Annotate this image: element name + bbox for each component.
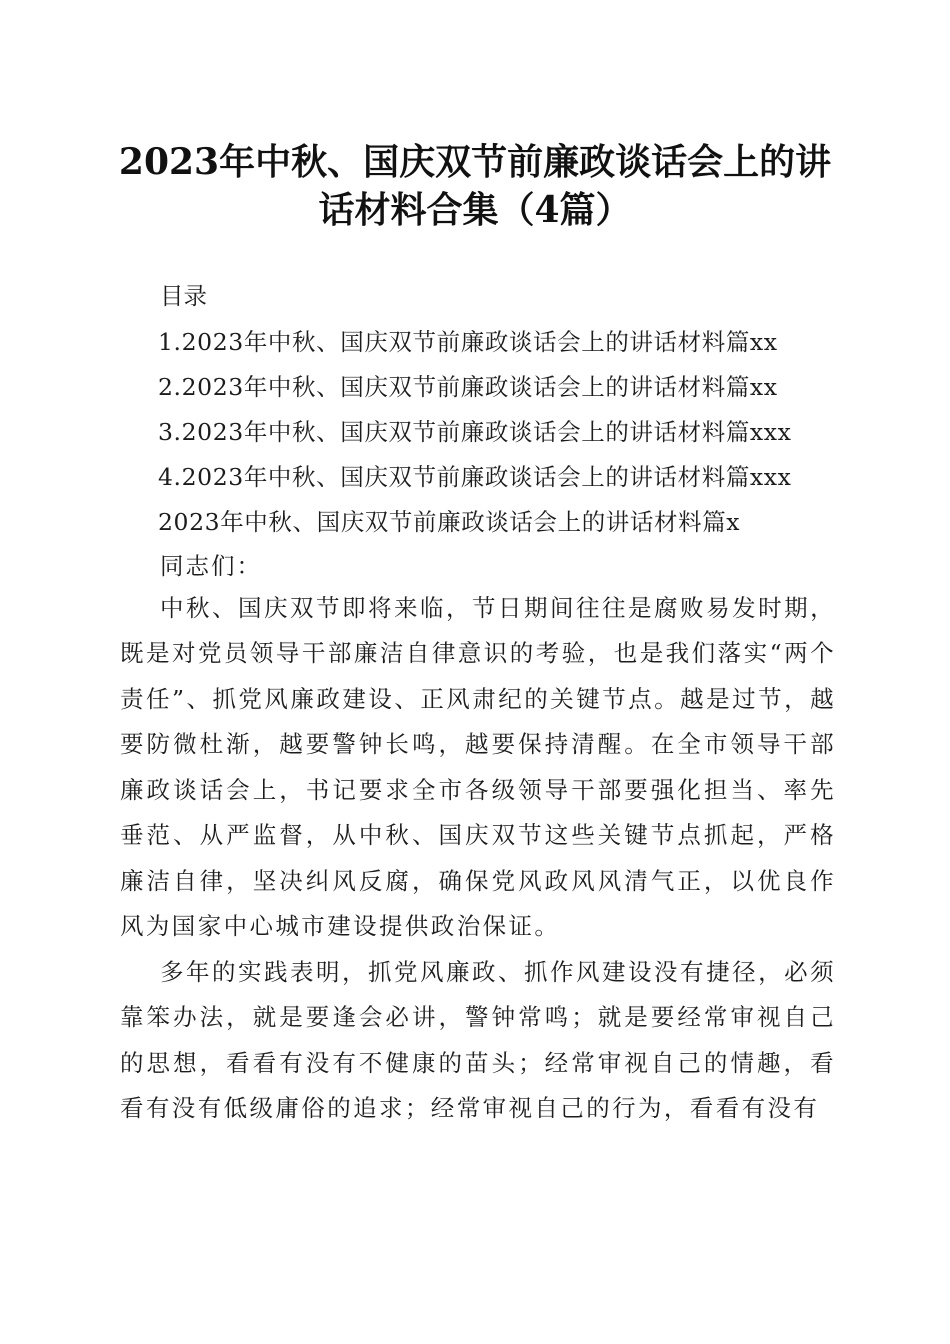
toc-heading: 目录 <box>160 282 207 310</box>
toc-item-4: 4.2023年中秋、国庆双节前廉政谈话会上的讲话材料篇xxx <box>158 463 792 491</box>
document-title-line-1: 2023年中秋、国庆双节前廉政谈话会上的讲 <box>118 141 832 183</box>
body-paragraph-1: 中秋、国庆双节即将来临，节日期间往往是腐败易发时期，既是对党员领导干部廉洁自律意识的考验，也是我们落实“两个责任”、抓党风廉政建设、正风肃纪的关键节点。越是过节，越要防微杜渐，越要警钟长鸣，越要保持清醒。在全市领导干部廉政谈话会上，书记要求全市各级领导干部要强化担当、率先垂范、从严监督，从中秋、国庆双节这些关键节点抓起，严格廉洁自律，坚决纠风反腐，确保党风政风风清气正，以优良作风为国家中心城市建设提供政治保证。 <box>120 593 836 940</box>
section-title: 2023年中秋、国庆双节前廉政谈话会上的讲话材料篇x <box>158 508 741 536</box>
greeting: 同志们： <box>160 552 262 580</box>
document-title-line-2: 话材料合集（4篇） <box>318 189 632 231</box>
body-paragraph-2: 多年的实践表明，抓党风廉政、抓作风建设没有捷径，必须靠笨办法，就是要逢会必讲，警钟常鸣；就是要经常审视自己的思想，看看有没有不健康的苗头；经常审视自己的情趣，看看有没有低级庸俗的追求；经常审视自己的行为，看看有没有 <box>120 957 836 1122</box>
toc-item-1: 1.2023年中秋、国庆双节前廉政谈话会上的讲话材料篇xx <box>158 328 778 356</box>
toc-item-3: 3.2023年中秋、国庆双节前廉政谈话会上的讲话材料篇xxx <box>158 418 792 446</box>
toc-item-2: 2.2023年中秋、国庆双节前廉政谈话会上的讲话材料篇xx <box>158 373 778 401</box>
